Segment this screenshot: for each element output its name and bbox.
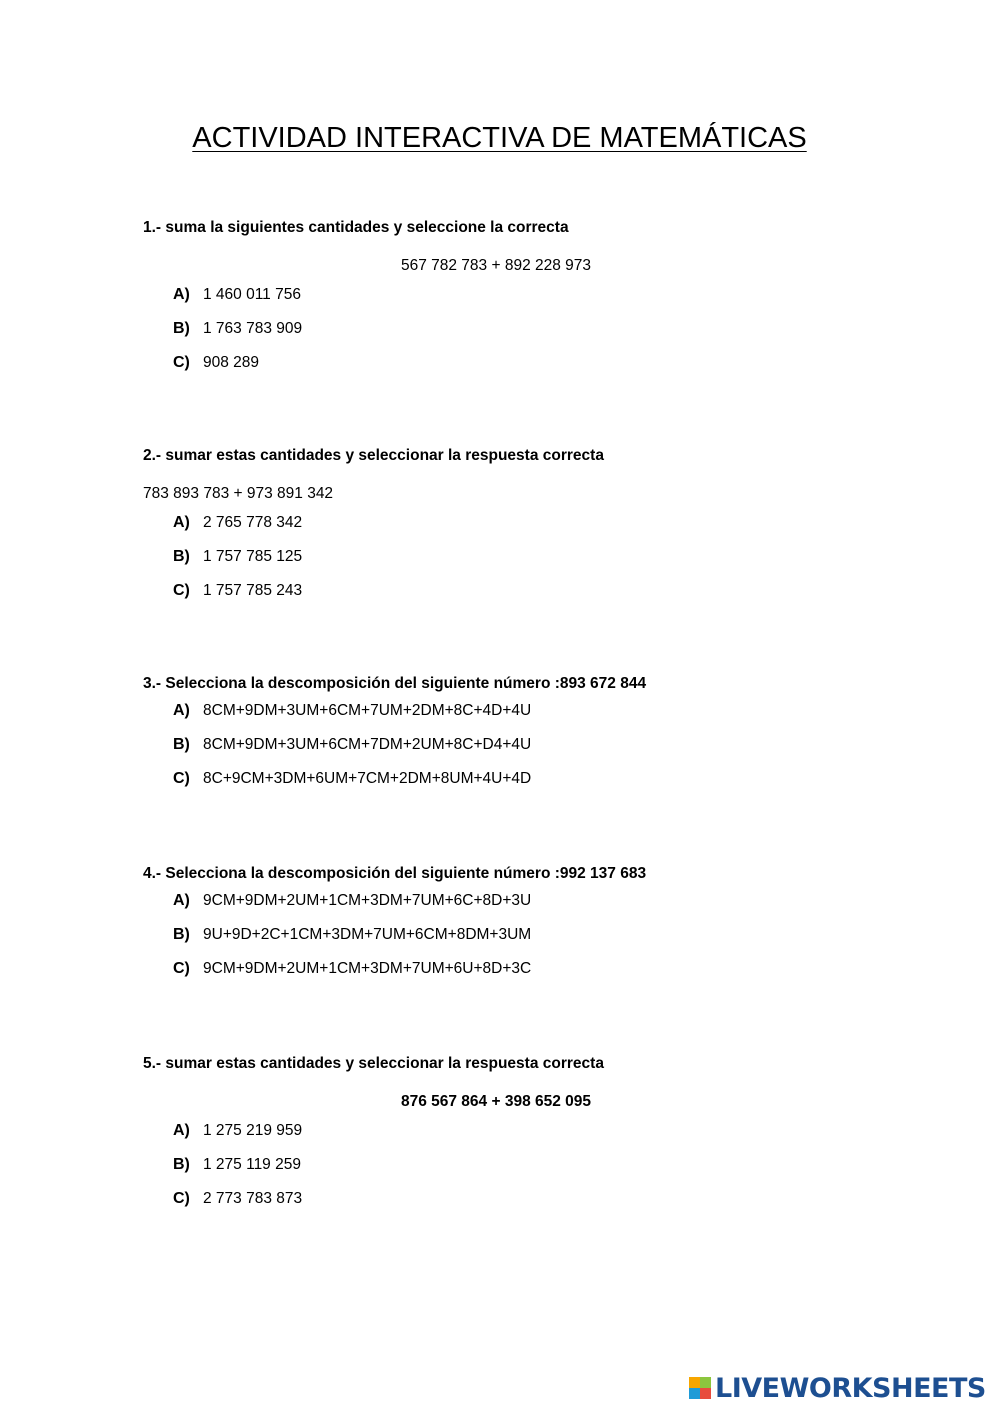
option-text: 1 763 783 909	[203, 320, 303, 337]
option-text: 908 289	[203, 354, 260, 371]
option-letter: B)	[173, 926, 190, 943]
question-operation: 876 567 864 + 398 652 095	[400, 1093, 592, 1110]
option-b[interactable]	[173, 728, 863, 762]
option-text: 2 765 778 342	[203, 514, 303, 531]
options-list	[173, 884, 863, 986]
question-text: 4.- Selecciona la descomposición del siguiente número :992 137 683	[143, 865, 647, 882]
liveworksheets-logo[interactable]	[689, 1373, 986, 1403]
option-text: 1 460 011 756	[203, 286, 301, 303]
option-text: 8CM+9DM+3UM+6CM+7DM+2UM+8C+D4+4U	[203, 736, 532, 753]
option-text: 9CM+9DM+2UM+1CM+3DM+7UM+6U+8D+3C	[203, 960, 532, 977]
logo-text: LIVEWORKSHEETS	[715, 1372, 986, 1404]
option-letter: C)	[173, 960, 190, 977]
option-c[interactable]	[173, 1182, 863, 1216]
option-text: 1 275 119 259	[203, 1156, 301, 1173]
option-a[interactable]	[173, 884, 863, 918]
question-text: 1.- suma la siguientes cantidades y seleccione la correcta	[143, 219, 569, 236]
option-text: 8CM+9DM+3UM+6CM+7UM+2DM+8C+4D+4U	[203, 702, 532, 719]
options-list	[173, 1114, 863, 1216]
option-letter: B)	[173, 548, 190, 565]
options-list	[173, 278, 863, 380]
option-c[interactable]	[173, 952, 863, 986]
liveworksheets-logo-icon	[689, 1377, 711, 1399]
option-letter: A)	[173, 286, 190, 303]
option-letter: A)	[173, 1122, 190, 1139]
option-letter: B)	[173, 736, 190, 753]
option-a[interactable]	[173, 1114, 863, 1148]
option-letter: C)	[173, 1190, 190, 1207]
option-a[interactable]	[173, 694, 863, 728]
option-c[interactable]	[173, 762, 863, 796]
question-text: 3.- Selecciona la descomposición del siguiente número :893 672 844	[143, 675, 647, 692]
option-letter: C)	[173, 354, 190, 371]
option-text: 2 773 783 873	[203, 1190, 303, 1207]
option-text: 1 757 785 125	[203, 548, 303, 565]
question-4	[143, 865, 863, 986]
option-letter: A)	[173, 892, 190, 909]
question-3	[143, 675, 863, 796]
option-c[interactable]	[173, 346, 863, 380]
question-2	[143, 447, 863, 608]
option-letter: A)	[173, 702, 190, 719]
option-letter: C)	[173, 770, 190, 787]
option-a[interactable]	[173, 278, 863, 312]
question-text: 5.- sumar estas cantidades y seleccionar la respuesta correcta	[143, 1055, 604, 1072]
option-b[interactable]	[173, 918, 863, 952]
option-text: 8C+9CM+3DM+6UM+7CM+2DM+8UM+4U+4D	[203, 770, 532, 787]
option-b[interactable]	[173, 540, 863, 574]
option-c[interactable]	[173, 574, 863, 608]
option-letter: C)	[173, 582, 190, 599]
option-text: 1 275 219 959	[203, 1122, 303, 1139]
option-a[interactable]	[173, 506, 863, 540]
option-text: 1 757 785 243	[203, 582, 303, 599]
option-letter: B)	[173, 320, 190, 337]
question-operation: 783 893 783 + 973 891 342	[143, 485, 334, 502]
option-text: 9CM+9DM+2UM+1CM+3DM+7UM+6C+8D+3U	[203, 892, 532, 909]
page-title: ACTIVIDAD INTERACTIVA DE MATEMÁTICAS	[192, 122, 807, 154]
option-text: 9U+9D+2C+1CM+3DM+7UM+6CM+8DM+3UM	[203, 926, 532, 943]
options-list	[173, 506, 863, 608]
option-b[interactable]	[173, 1148, 863, 1182]
question-5	[143, 1055, 863, 1216]
question-1	[143, 219, 863, 380]
option-letter: B)	[173, 1156, 190, 1173]
options-list	[173, 694, 863, 796]
question-text: 2.- sumar estas cantidades y seleccionar la respuesta correcta	[143, 447, 604, 464]
question-operation: 567 782 783 + 892 228 973	[400, 257, 592, 274]
option-b[interactable]	[173, 312, 863, 346]
option-letter: A)	[173, 514, 190, 531]
